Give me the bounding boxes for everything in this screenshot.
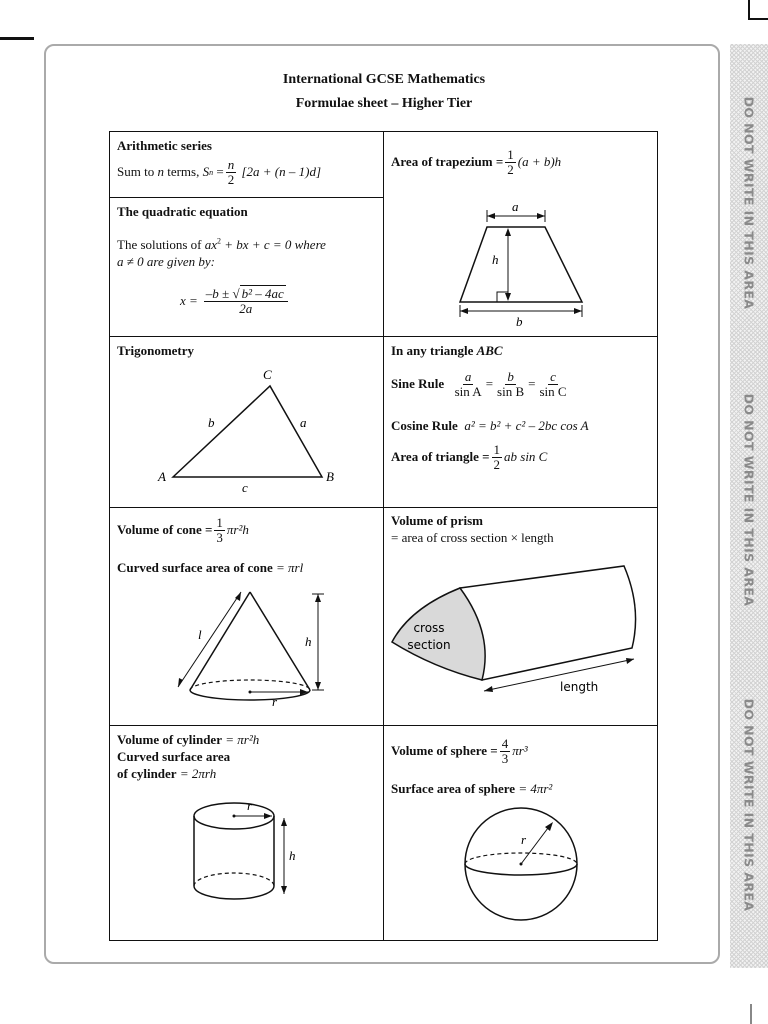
vertex-B: B bbox=[326, 469, 334, 484]
triangle-shape bbox=[173, 386, 322, 477]
arithmetic-frac-den: 2 bbox=[227, 171, 235, 187]
cylinder-base-front bbox=[194, 886, 274, 899]
area-triangle-label: Area of triangle = bbox=[391, 449, 490, 465]
cell-arithmetic-series bbox=[109, 131, 384, 198]
trapezium-fraction: $\frac{1}{2}$ bbox=[507, 147, 514, 177]
cylinder-label-h: h bbox=[289, 848, 296, 863]
quadratic-numerator: –b ± √ b² – 4ac bbox=[204, 287, 288, 302]
prism-body bbox=[460, 566, 636, 680]
crop-mark-bottom-right bbox=[750, 1004, 752, 1024]
sphere-volume-fraction: $\frac{4}{3}$ bbox=[501, 736, 509, 766]
page-subtitle: Formulae sheet – Higher Tier bbox=[295, 96, 473, 111]
cell-cylinder bbox=[109, 725, 384, 941]
arithmetic-fraction bbox=[226, 158, 237, 188]
prism-length-label: length bbox=[560, 680, 599, 694]
cell-sphere bbox=[383, 725, 658, 941]
vertex-C: C bbox=[263, 367, 272, 382]
cone-diagram bbox=[110, 508, 385, 727]
cosine-rule-label: Cosine Rule bbox=[391, 418, 458, 433]
cone-right-edge bbox=[250, 592, 310, 690]
trapezium-shape bbox=[460, 227, 582, 302]
cylinder-csa-value: = 2πrh bbox=[179, 766, 217, 781]
cylinder-csa-line1: Curved surface area bbox=[117, 749, 231, 764]
trapezium-label-h: h bbox=[492, 252, 499, 267]
cosine-rule-formula: a² = b² + c² – 2bc cos A bbox=[464, 418, 589, 433]
sine-frac-a: $\frac{a}{\text{sin A}}$ bbox=[454, 369, 482, 399]
sine-frac-c: $\frac{c}{\text{sin C}}$ bbox=[539, 369, 567, 399]
cell-trigonometry bbox=[109, 336, 384, 508]
trapezium-label-a: a bbox=[512, 199, 519, 214]
sphere-volume-rest: πr³ bbox=[512, 743, 528, 759]
vertex-A: A bbox=[158, 469, 166, 484]
area-triangle-fraction: $\frac{1}{2}$ bbox=[493, 442, 501, 472]
cylinder-label-r: r bbox=[247, 798, 253, 813]
side-b: b bbox=[208, 415, 215, 430]
cylinder-csa-line2: of cylinder = 2πrh bbox=[117, 766, 217, 781]
trapezium-label-b: b bbox=[516, 314, 523, 329]
trapezium-diagram bbox=[384, 132, 659, 338]
cone-label-r: r bbox=[272, 694, 278, 709]
cone-volume-rest: πr²h bbox=[226, 522, 249, 538]
cone-base-back bbox=[190, 680, 310, 690]
crop-mark-top-left bbox=[0, 37, 34, 40]
trapezium-rest: (a + b)h bbox=[517, 154, 562, 170]
area-of-triangle bbox=[391, 443, 547, 473]
sphere-volume-label: Volume of sphere = bbox=[391, 743, 498, 759]
area-triangle-rest: ab sin C bbox=[504, 449, 548, 465]
crop-mark-top-right bbox=[748, 0, 750, 20]
side-a: a bbox=[300, 415, 307, 430]
cylinder-base-back bbox=[194, 873, 274, 886]
quadratic-x-eq: x = bbox=[180, 293, 198, 309]
cell-cone bbox=[109, 507, 384, 726]
cone-volume-fraction: $\frac{1}{3}$ bbox=[216, 515, 223, 545]
cone-volume-label: Volume of cone = bbox=[117, 522, 213, 538]
prism-diagram bbox=[384, 508, 659, 727]
quadratic-line2: a ≠ 0 are given by: bbox=[117, 254, 215, 269]
cell-prism bbox=[383, 507, 658, 726]
arithmetic-formula: Sum to n terms, S n = $\frac{n}{2}$ [2a + (n – 1)d] bbox=[117, 157, 322, 187]
cosine-rule bbox=[391, 419, 589, 434]
cylinder-volume-label: Volume of cylinder bbox=[117, 732, 222, 747]
quadratic-formula bbox=[180, 287, 290, 317]
sine-rule: Sine Rule $\frac{a}{\text{sin A}}$ = $\frac{b}{\text{sin B}}$ = $\frac{c}{\text{sin C}}$ bbox=[391, 369, 567, 399]
arithmetic-terms: terms, bbox=[167, 164, 200, 180]
sphere-equator-back bbox=[465, 853, 577, 864]
sphere-diagram bbox=[384, 726, 659, 942]
cell-trapezium bbox=[383, 131, 658, 337]
page-title: International GCSE Mathematics bbox=[282, 72, 486, 87]
cylinder-volume-value: = πr²h bbox=[225, 732, 260, 747]
arithmetic-n: n bbox=[157, 164, 164, 180]
arithmetic-heading: Arithmetic series bbox=[117, 138, 212, 153]
cone-label-h: h bbox=[305, 634, 312, 649]
cross-section-line2: section bbox=[407, 638, 451, 652]
cross-section-line1: cross bbox=[413, 621, 445, 635]
quadratic-denominator: 2a bbox=[239, 300, 253, 316]
sphere-equator-front bbox=[465, 864, 577, 875]
sphere-label-r: r bbox=[521, 832, 527, 847]
cell-any-triangle bbox=[383, 336, 658, 508]
sphere-surface-value: = 4πr² bbox=[518, 781, 553, 796]
quadratic-line1: The solutions of $ax^2$ + bx + c = 0 where bbox=[117, 236, 326, 252]
cell-quadratic-equation bbox=[109, 197, 384, 337]
sphere-surface-label: Surface area of sphere bbox=[391, 781, 516, 796]
quadratic-fraction bbox=[204, 287, 288, 317]
prism-formula: = area of cross section × length bbox=[391, 530, 554, 545]
quadratic-heading: The quadratic equation bbox=[117, 204, 248, 219]
arithmetic-sum-prefix: Sum to bbox=[117, 164, 155, 180]
cone-label-l: l bbox=[198, 627, 202, 642]
arithmetic-eq: = bbox=[216, 164, 224, 180]
crop-mark-top-right-h bbox=[750, 18, 768, 20]
side-c: c bbox=[242, 480, 248, 495]
prism-heading: Volume of prism bbox=[391, 513, 483, 528]
arithmetic-S: S bbox=[202, 164, 210, 180]
trapezium-label: Area of trapezium = bbox=[391, 154, 504, 170]
trigonometry-heading: Trigonometry bbox=[117, 343, 195, 358]
sine-rule-label: Sine Rule bbox=[391, 376, 445, 392]
any-triangle-heading: In any triangle ABC bbox=[391, 343, 503, 358]
cone-csa-value: = πrl bbox=[275, 560, 304, 575]
triangle-diagram bbox=[110, 337, 385, 509]
cone-csa-label: Curved surface area of cone bbox=[117, 560, 273, 575]
cone-l-arrow bbox=[178, 592, 241, 687]
cylinder-diagram bbox=[110, 726, 385, 942]
arithmetic-bracket: [2a + (n – 1)d] bbox=[241, 164, 322, 180]
sine-frac-b: $\frac{b}{\text{sin B}}$ bbox=[497, 369, 525, 399]
arithmetic-frac-num: n bbox=[227, 157, 235, 172]
formulae-table bbox=[109, 131, 658, 941]
